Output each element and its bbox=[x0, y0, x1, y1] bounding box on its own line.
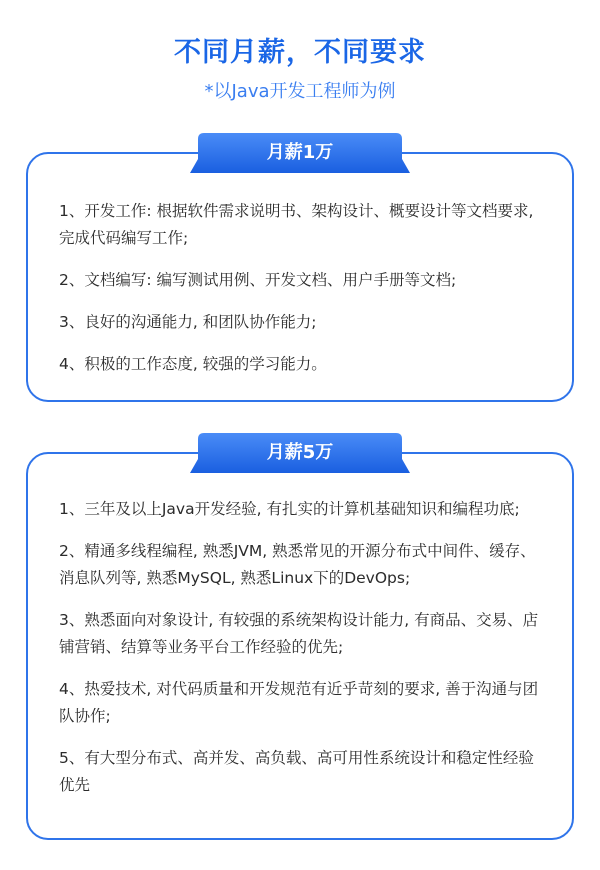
list-item: 5、有大型分布式、高并发、高负载、高可用性系统设计和稳定性经验优先 bbox=[59, 749, 534, 794]
list-item: 4、积极的工作态度, 较强的学习能力。 bbox=[59, 355, 327, 373]
list-item: 4、热爱技术, 对代码质量和开发规范有近乎苛刻的要求, 善于沟通与团队协作; bbox=[59, 680, 539, 725]
list-item: 2、文档编写: 编写测试用例、开发文档、用户手册等文档; bbox=[59, 271, 457, 289]
salary-card-50k bbox=[26, 452, 574, 840]
page-title: 不同月薪，不同要求 bbox=[174, 37, 426, 68]
salary-tab-10k bbox=[190, 133, 410, 173]
list-item: 3、熟悉面向对象设计, 有较强的系统架构设计能力, 有商品、交易、店铺营销、结算等业务平台工作经验的优先; bbox=[59, 611, 539, 656]
list-item: 3、良好的沟通能力, 和团队协作能力; bbox=[59, 313, 317, 331]
salary-tab-50k bbox=[190, 433, 410, 473]
list-item: 1、开发工作: 根据软件需求说明书、架构设计、概要设计等文档要求, 完成代码编写工作; bbox=[59, 202, 534, 247]
list-item: 2、精通多线程编程, 熟悉JVM, 熟悉常见的开源分布式中间件、缓存、消息队列等, 熟悉MySQL, 熟悉Linux下的DevOps; bbox=[59, 542, 536, 587]
page-subtitle: *以Java开发工程师为例 bbox=[204, 81, 396, 102]
requirement-list bbox=[59, 496, 544, 814]
tab-label: 月薪5万 bbox=[266, 442, 334, 463]
requirement-list bbox=[59, 198, 544, 393]
list-item: 1、三年及以上Java开发经验, 有扎实的计算机基础知识和编程功底; bbox=[59, 500, 520, 518]
salary-card-10k bbox=[26, 152, 574, 402]
tab-label: 月薪1万 bbox=[266, 142, 334, 163]
